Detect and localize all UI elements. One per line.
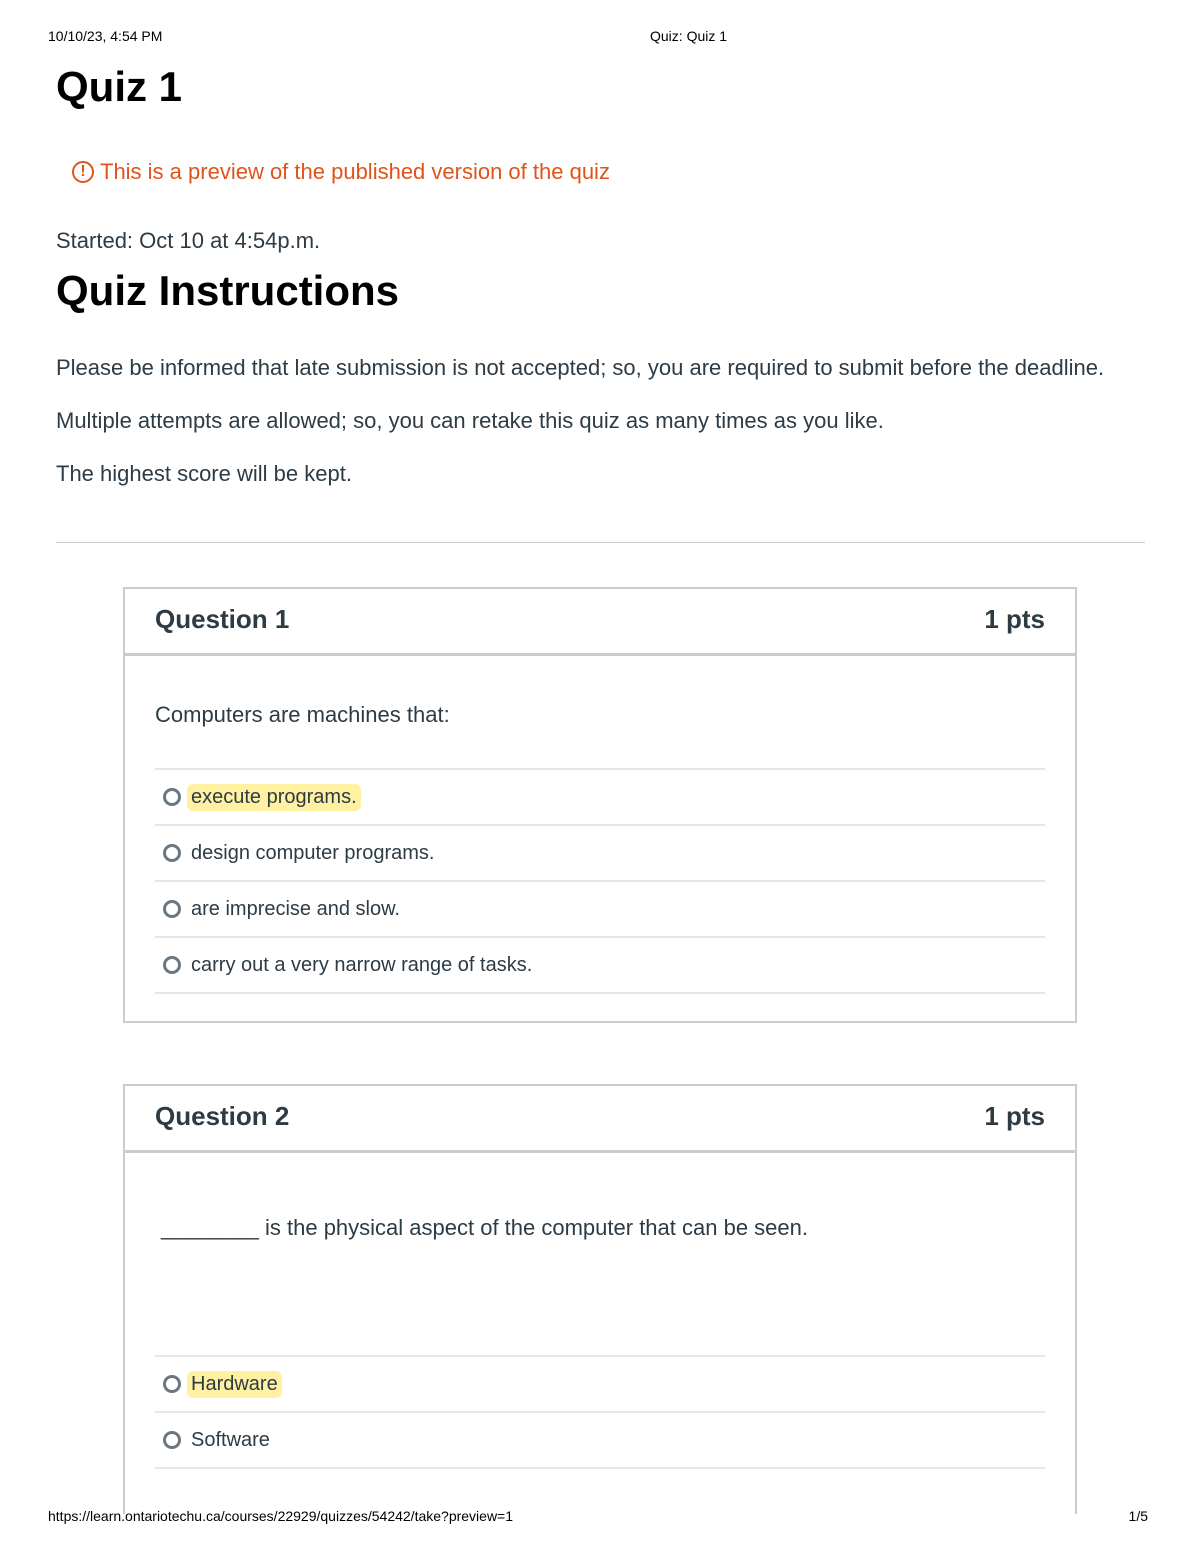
question-points: 1 pts xyxy=(984,604,1045,634)
started-time: Started: Oct 10 at 4:54p.m. xyxy=(56,228,321,253)
preview-notice xyxy=(72,158,610,186)
print-url: https://learn.ontariotechu.ca/courses/22929/quizzes/54242/take?preview=1 xyxy=(48,1508,514,1524)
question-card xyxy=(123,1084,1077,1514)
radio-button[interactable] xyxy=(163,1375,181,1393)
question-header xyxy=(125,1086,1075,1153)
answer-option[interactable] xyxy=(155,938,1045,994)
answer-option[interactable] xyxy=(155,882,1045,938)
print-footer xyxy=(48,1508,1148,1528)
answer-list xyxy=(155,1355,1045,1469)
radio-button[interactable] xyxy=(163,900,181,918)
instruction-paragraph: The highest score will be kept. xyxy=(56,461,352,486)
question-body xyxy=(125,1153,1075,1469)
warning-circle-icon: ! xyxy=(72,161,94,183)
radio-button[interactable] xyxy=(163,844,181,862)
answer-list xyxy=(155,768,1045,994)
instructions-title: Quiz Instructions xyxy=(56,267,400,314)
page-title: Quiz 1 xyxy=(56,63,183,110)
print-header xyxy=(48,28,1152,48)
question-points: 1 pts xyxy=(984,1101,1045,1131)
radio-button[interactable] xyxy=(163,956,181,974)
answer-option[interactable] xyxy=(155,1357,1045,1413)
answer-option[interactable] xyxy=(155,826,1045,882)
answer-option[interactable] xyxy=(155,770,1045,826)
answer-label: execute programs. xyxy=(187,784,361,811)
quiz-instructions xyxy=(56,350,1116,509)
radio-button[interactable] xyxy=(163,788,181,806)
question-header xyxy=(125,589,1075,656)
radio-button[interactable] xyxy=(163,1431,181,1449)
preview-notice-text: This is a preview of the published version of the quiz xyxy=(100,159,610,184)
question-text: ________ is the physical aspect of the computer that can be seen. xyxy=(161,1215,808,1240)
question-title: Question 1 xyxy=(155,604,290,634)
answer-option[interactable] xyxy=(155,1413,1045,1469)
question-card xyxy=(123,587,1077,1023)
question-body xyxy=(125,656,1075,994)
question-text: Computers are machines that: xyxy=(155,702,450,727)
question-title: Question 2 xyxy=(155,1101,290,1131)
answer-label: are imprecise and slow. xyxy=(191,897,400,920)
answer-label: Software xyxy=(191,1428,270,1451)
instruction-paragraph: Please be informed that late submission is not accepted; so, you are required to submit before the deadline. xyxy=(56,355,1105,380)
answer-label: carry out a very narrow range of tasks. xyxy=(191,953,533,976)
divider xyxy=(56,542,1145,543)
print-doc-title: Quiz: Quiz 1 xyxy=(650,28,728,44)
instruction-paragraph: Multiple attempts are allowed; so, you can retake this quiz as many times as you like. xyxy=(56,408,884,433)
print-page-number: 1/5 xyxy=(1128,1508,1148,1524)
print-date: 10/10/23, 4:54 PM xyxy=(48,28,163,44)
answer-label: Hardware xyxy=(187,1371,282,1398)
answer-label: design computer programs. xyxy=(191,841,435,864)
